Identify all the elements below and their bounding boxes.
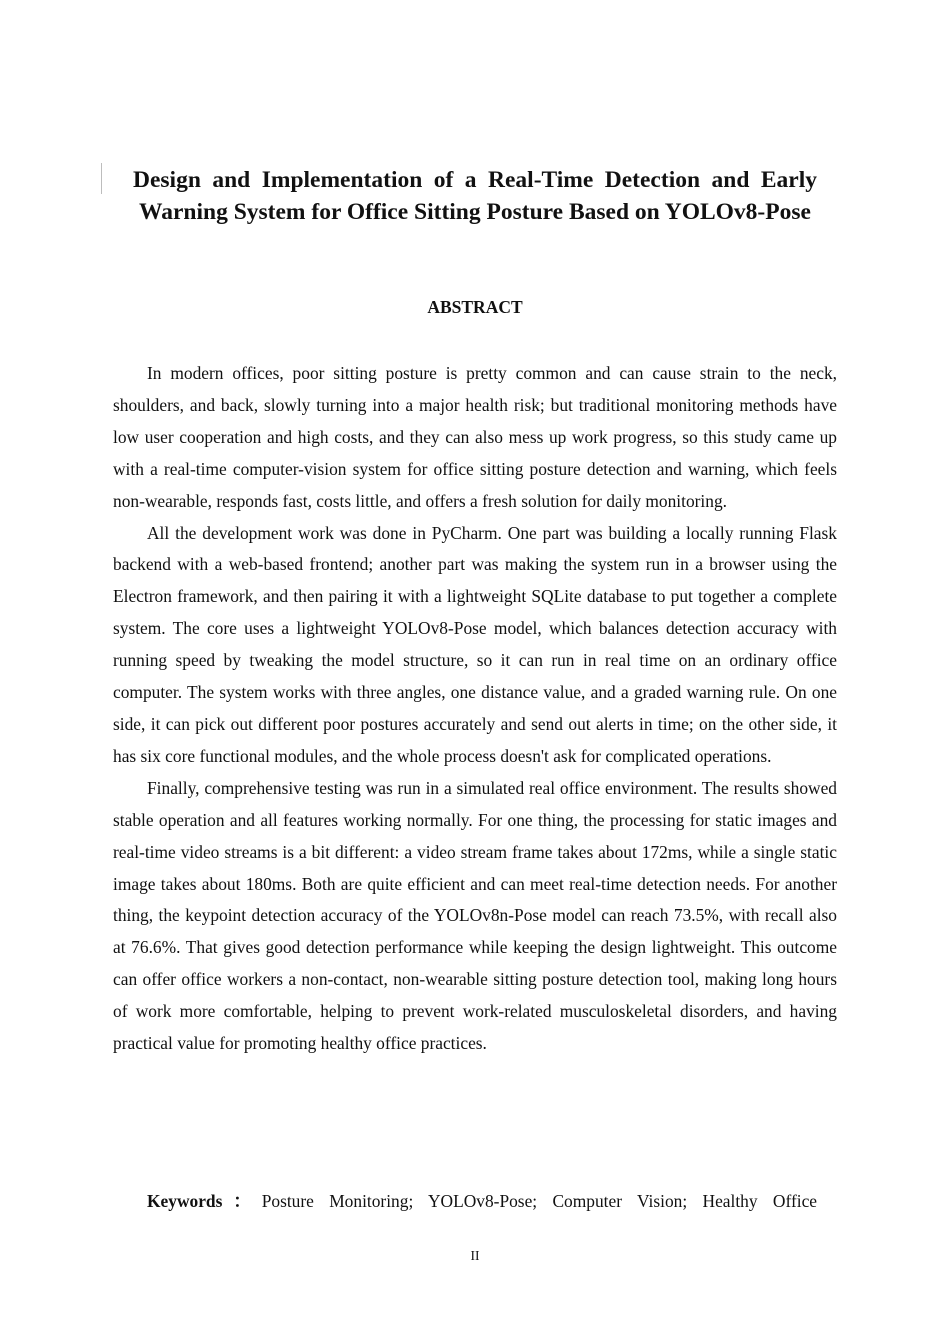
page-number: II xyxy=(470,1248,480,1263)
abstract-paragraph-1: In modern offices, poor sitting posture is pretty common and can cause strain to the neck, shoulders, and back, slowly turning into a major health risk; but traditional monitoring methods have low user cooperation and high costs, and they can also mess up work progress, so this study came up with a real-time computer-vision system for office sitting posture detection and warning, which feels non-wearable, responds fast, costs little, and offers a fresh solution for daily monitoring. xyxy=(113,363,837,511)
margin-mark xyxy=(101,163,102,194)
abstract-body xyxy=(113,358,837,1060)
keywords-text: Posture Monitoring; YOLOv8-Pose; Computer Vision; Healthy Office xyxy=(261,1191,818,1211)
abstract-paragraph-2: All the development work was done in PyCharm. One part was building a locally running Flask backend with a web-based frontend; another part was making the system run in a browser using the Electron framework, and then pairing it with a lightweight SQLite database to put together a complete system. The core uses a lightweight YOLOv8-Pose model, which balances detection accuracy with running speed by tweaking the model structure, so it can run in real time on an ordinary office computer. The system works with three angles, one distance value, and a graded warning rule. On one side, it can pick out different poor postures accurately and send out alerts in time; on the other side, it has six core functional modules, and the whole process doesn't ask for complicated operations. xyxy=(113,522,837,766)
keywords-line xyxy=(147,1186,817,1217)
page-title: Design and Implementation of a Real-Time Detection and Early Warning System for Office Sitting Posture Based on YOLOv8-Pose xyxy=(133,167,817,225)
keywords-label: Keywords： xyxy=(147,1191,262,1211)
abstract-heading: ABSTRACT xyxy=(427,297,523,317)
abstract-paragraph-3: Finally, comprehensive testing was run in a simulated real office environment. The results showed stable operation and all features working normally. For one thing, the processing for static images and real-time video streams is a bit different: a video stream frame takes about 172ms, while a single static image takes about 180ms. Both are quite efficient and can meet real-time detection needs. For another thing, the keypoint detection accuracy of the YOLOv8n-Pose model can reach 73.5%, with recall also at 76.6%. That gives good detection performance while keeping the design lightweight. This outcome can offer office workers a non-contact, non-wearable sitting posture detection tool, making long hours of work more comfortable, helping to prevent work-related musculoskeletal disorders, and having practical value for promoting healthy office practices. xyxy=(113,777,837,1054)
